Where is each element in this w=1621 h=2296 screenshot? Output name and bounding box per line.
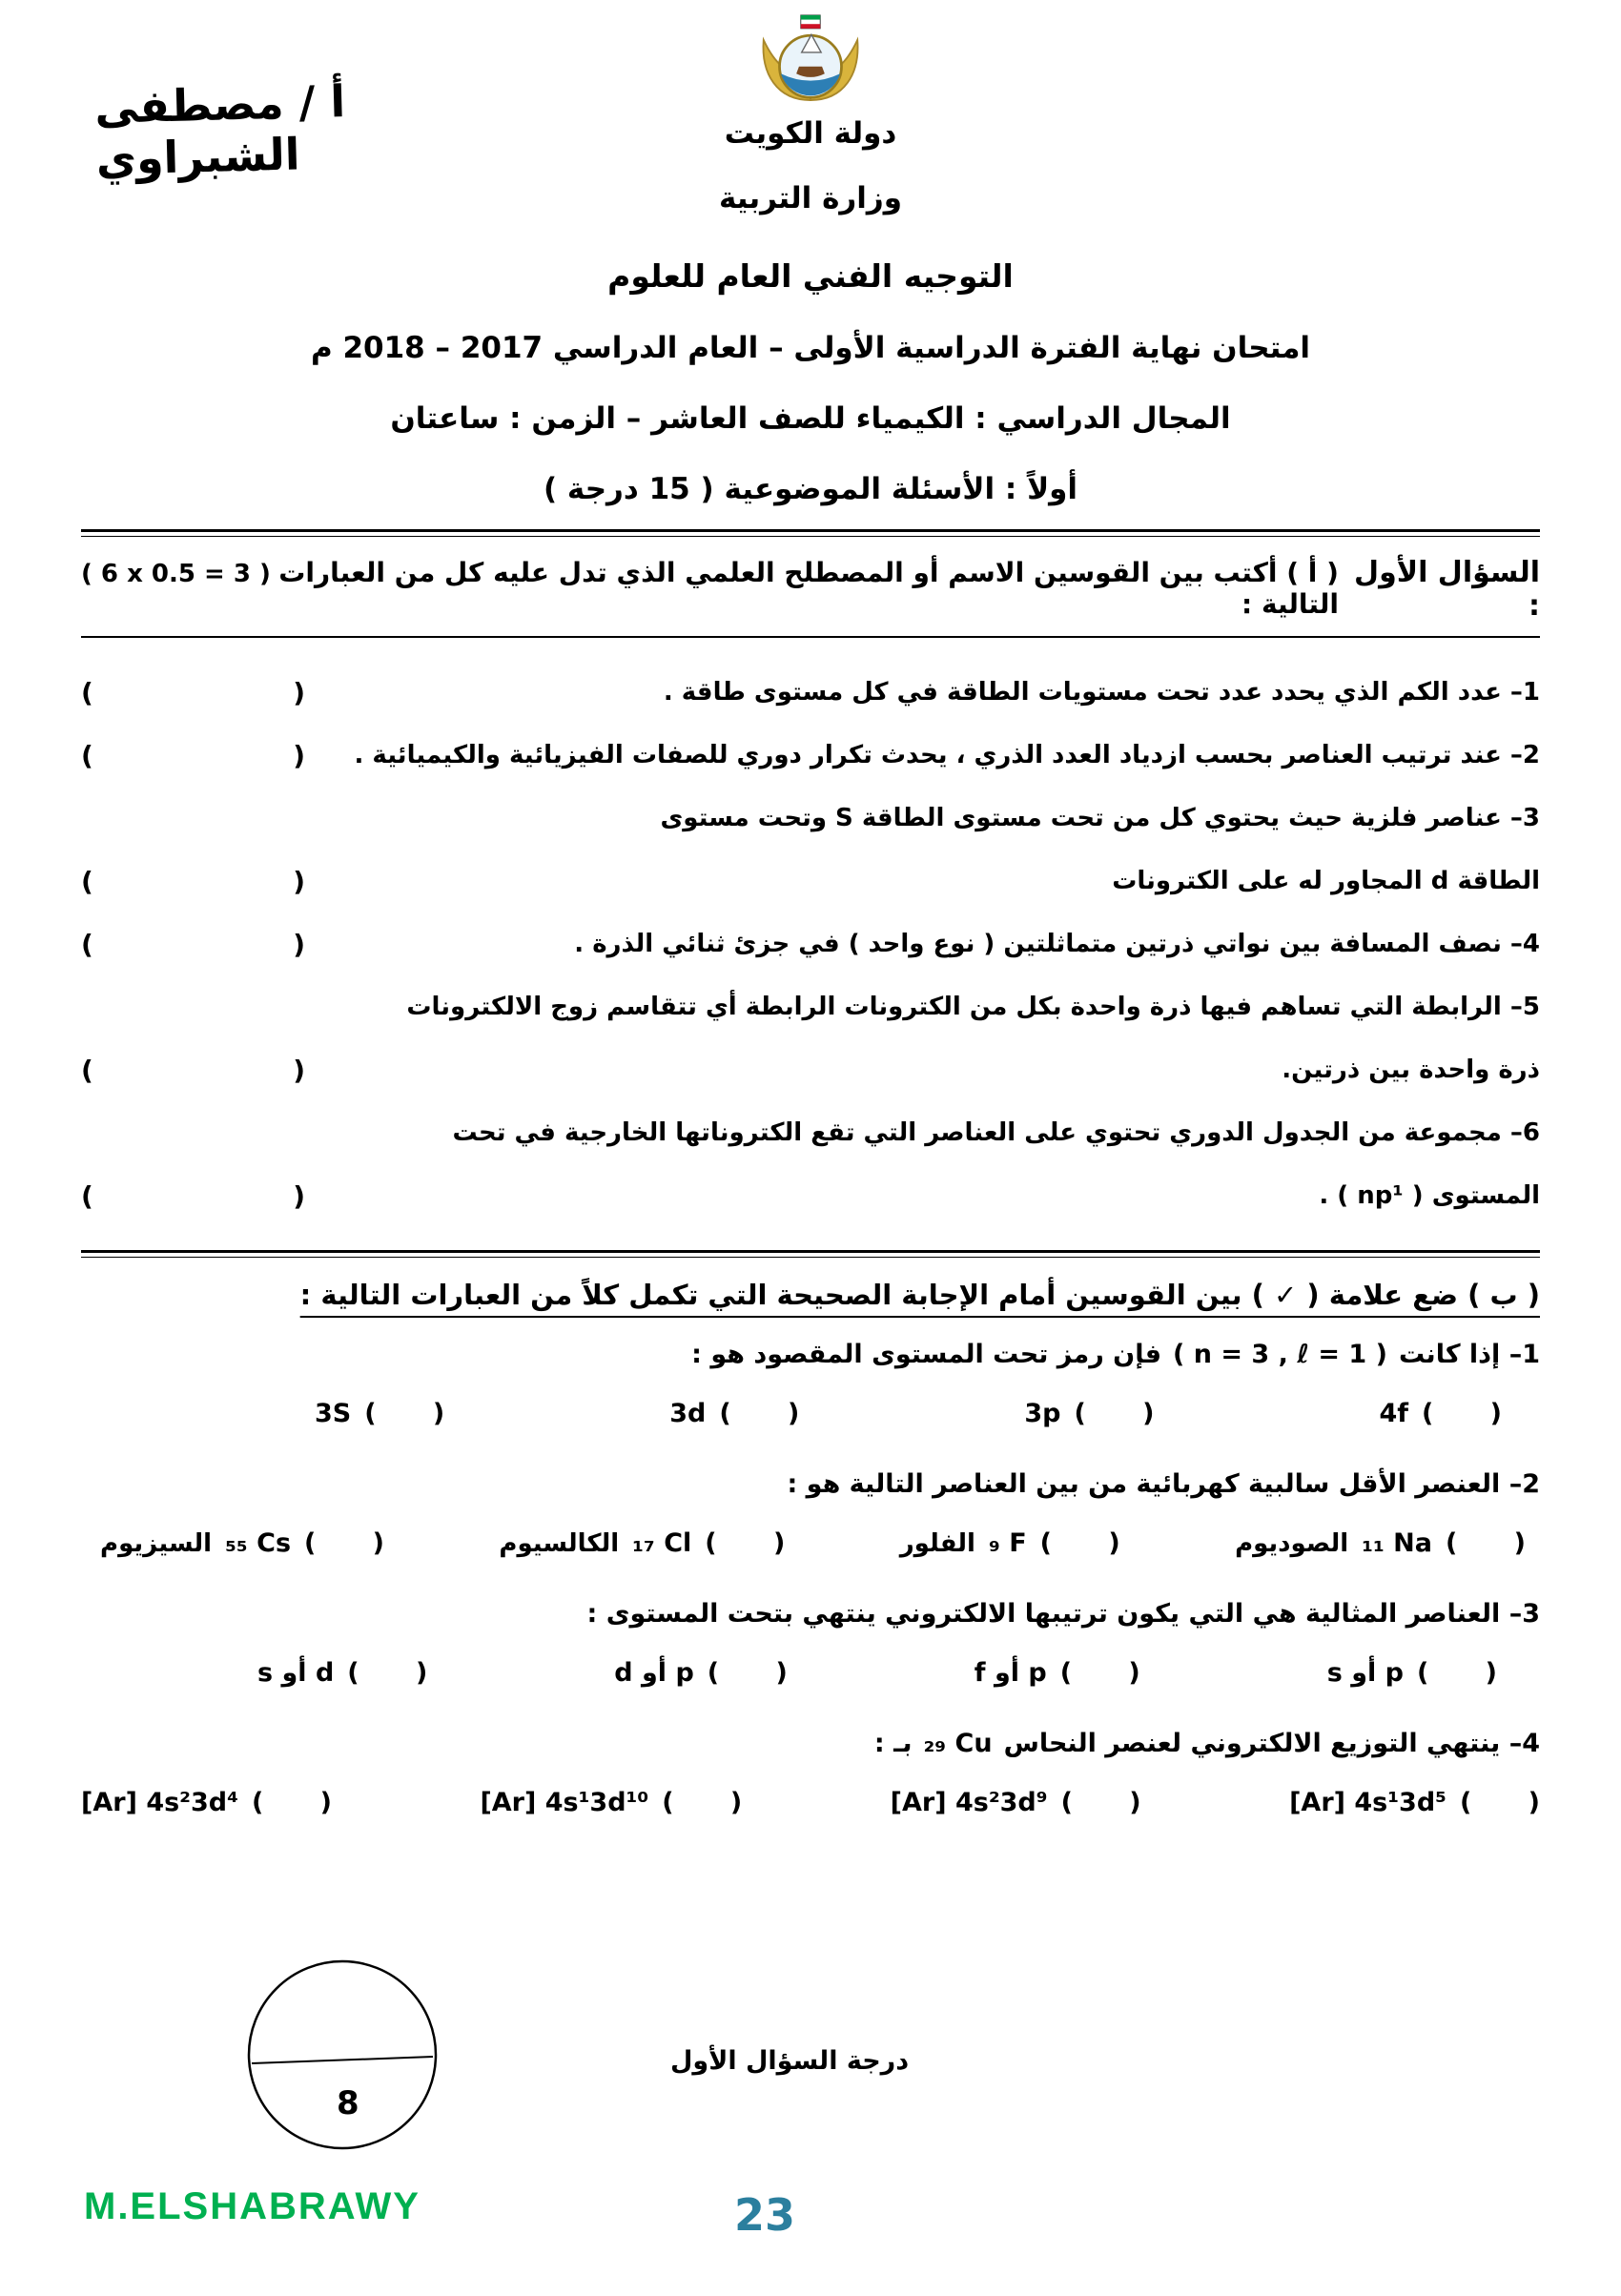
answer-parentheses[interactable]: ( ) <box>81 1179 305 1212</box>
option-label: [Ar] 4s²3d⁹ <box>890 1787 1048 1817</box>
header-section: أولاً : الأسئلة الموضوعية ( 15 درجة ) <box>543 472 1078 506</box>
question-math: ( n = 3 , ℓ = 1 ) <box>1173 1339 1387 1369</box>
answer-parentheses[interactable]: ( ) <box>81 1054 305 1086</box>
option-choice[interactable] <box>975 1658 1140 1688</box>
option-label: s أو d <box>257 1657 335 1688</box>
part-b <box>81 1279 1540 1830</box>
option-element-name: السيزيوم <box>100 1528 213 1558</box>
question-text-pre: 2– العنصر الأقل سالبية كهربائية من بين العناصر التالية هو : <box>787 1468 1540 1499</box>
option-element-symbol: ₅₅ Cs <box>225 1527 292 1558</box>
part-a-question-label: السؤال الأول : <box>1354 556 1540 623</box>
option-choice[interactable] <box>1024 1399 1154 1428</box>
option-choice[interactable] <box>480 1788 742 1817</box>
mcq-question <box>81 1330 1540 1441</box>
statement-line <box>81 850 1540 912</box>
teacher-name: أ / مصطفى الشبراوي <box>93 75 346 186</box>
option-label: s أو p <box>1326 1657 1404 1688</box>
question-math: ₂₉ Cu <box>923 1728 993 1758</box>
divider-rule-top <box>81 529 1540 537</box>
option-choice[interactable] <box>1379 1399 1502 1428</box>
statement-text: 2– عند ترتيب العناصر بحسب ازدياد العدد الذري ، يحدث تكرار دوري للصفات الفيزيائية والكيميائية . <box>354 740 1540 769</box>
part-b-instruction: ( ب ) ضع علامة ( ✓ ) بين القوسين أمام الإجابة الصحيحة التي تكمل كلاً من العبارات التالية : <box>299 1279 1540 1311</box>
score-label: درجة السؤال الأول <box>670 2046 910 2076</box>
statement-line <box>81 975 1540 1038</box>
option-parentheses[interactable]: ( ) <box>1074 1398 1155 1428</box>
option-choice[interactable] <box>614 1658 788 1688</box>
option-parentheses[interactable]: ( ) <box>251 1787 332 1817</box>
option-parentheses[interactable]: ( ) <box>1422 1398 1502 1428</box>
options-row <box>81 1385 1540 1441</box>
divider-rule-middle <box>81 1250 1540 1258</box>
option-label: 3S <box>315 1398 352 1428</box>
question-text <box>81 1330 1540 1378</box>
part-a-instruction: ( أ ) أكتب بين القوسين الاسم أو المصطلح العلمي الذي تدل عليه كل من العبارات التالية : <box>278 557 1339 620</box>
header-department: التوجيه الفني العام للعلوم <box>607 257 1014 295</box>
option-element-name: الكالسيوم <box>499 1528 620 1558</box>
part-a-header <box>81 537 1540 638</box>
mcq-question <box>81 1460 1540 1570</box>
options-row <box>81 1515 1540 1570</box>
option-parentheses[interactable]: ( ) <box>1060 1787 1141 1817</box>
answer-parentheses[interactable]: ( ) <box>81 676 305 708</box>
option-parentheses[interactable]: ( ) <box>1039 1527 1120 1558</box>
option-choice[interactable] <box>669 1399 799 1428</box>
option-parentheses[interactable]: ( ) <box>1446 1527 1526 1558</box>
option-parentheses[interactable]: ( ) <box>707 1657 788 1688</box>
option-parentheses[interactable]: ( ) <box>662 1787 743 1817</box>
option-parentheses[interactable]: ( ) <box>705 1527 786 1558</box>
statement-line <box>81 1038 1540 1101</box>
option-choice[interactable] <box>499 1528 785 1558</box>
option-choice[interactable] <box>81 1788 332 1817</box>
option-element-name: الصوديوم <box>1235 1528 1349 1558</box>
signature: M.ELSHABRAWY <box>84 2185 421 2227</box>
option-choice[interactable] <box>100 1528 384 1558</box>
kuwait-emblem-icon <box>749 10 872 122</box>
option-parentheses[interactable]: ( ) <box>304 1527 385 1558</box>
statement-line <box>81 724 1540 787</box>
part-a-score: ( 6 x 0.5 = 3 ) <box>81 560 271 588</box>
header-ministry: وزارة التربية <box>719 181 902 215</box>
question-text-pre: 3– العناصر المثالية هي التي يكون ترتيبها الالكتروني ينتهي بتحت المستوى : <box>586 1598 1540 1629</box>
statement-line <box>81 661 1540 724</box>
question-text-post: فإن رمز تحت المستوى المقصود هو : <box>691 1339 1162 1369</box>
part-a <box>81 537 1540 1227</box>
header-exam-title: امتحان نهاية الفترة الدراسية الأولى – العام الدراسي 2017 – 2018 م <box>310 331 1311 365</box>
question-text-pre: 4– ينتهي التوزيع الالكتروني لعنصر النحاس <box>1003 1728 1540 1758</box>
question-text <box>81 1460 1540 1507</box>
option-parentheses[interactable]: ( ) <box>347 1657 428 1688</box>
option-label: [Ar] 4s²3d⁴ <box>81 1787 238 1817</box>
option-parentheses[interactable]: ( ) <box>1059 1657 1140 1688</box>
option-parentheses[interactable]: ( ) <box>1460 1787 1540 1817</box>
question-text <box>81 1589 1540 1637</box>
statement-text: 3– عناصر فلزية حيث يحتوي كل من تحت مستوى الطاقة S وتحت مستوى <box>660 803 1540 832</box>
statement-text: المستوى ( np¹ ) . <box>1319 1180 1540 1210</box>
question-text-post: بـ : <box>873 1728 913 1758</box>
score-value: 8 <box>337 2084 359 2122</box>
option-label: 3p <box>1024 1398 1061 1428</box>
option-choice[interactable] <box>257 1658 427 1688</box>
statement-line <box>81 1164 1540 1227</box>
page-number: 23 <box>734 2189 796 2241</box>
statement-line <box>81 1101 1540 1164</box>
option-element-name: الفلور <box>899 1528 975 1558</box>
option-label: 3d <box>669 1398 707 1428</box>
header-country: دولة الكويت <box>724 116 897 151</box>
statement-text: 4– نصف المسافة بين نواتي ذرتين متماثلتين ( نوع واحد ) في جزئ ثنائي الذرة . <box>574 929 1540 958</box>
option-parentheses[interactable]: ( ) <box>1417 1657 1497 1688</box>
header-subject: المجال الدراسي : الكيمياء للصف العاشر – الزمن : ساعتان <box>390 401 1231 436</box>
part-a-items <box>81 661 1540 1227</box>
part-b-questions <box>81 1330 1540 1830</box>
option-parentheses[interactable]: ( ) <box>719 1398 800 1428</box>
option-choice[interactable] <box>1289 1788 1540 1817</box>
option-element-symbol: ₁₇ Cl <box>632 1527 692 1558</box>
option-parentheses[interactable]: ( ) <box>364 1398 445 1428</box>
score-circle <box>244 1957 441 2157</box>
question-text-pre: 1– إذا كانت <box>1398 1339 1540 1369</box>
answer-parentheses[interactable]: ( ) <box>81 865 305 897</box>
statement-text: الطاقة d المجاور له على الكترونات <box>1112 866 1540 895</box>
statement-text: 5– الرابطة التي تساهم فيها ذرة واحدة بكل من الكترونات الرابطة أي تتقاسم زوج الالكترونات <box>406 992 1540 1021</box>
options-row <box>81 1645 1540 1700</box>
option-element-symbol: ₉ F <box>988 1527 1027 1558</box>
statement-line <box>81 787 1540 850</box>
statement-text: 6– مجموعة من الجدول الدوري تحتوي على العناصر التي تقع الكتروناتها الخارجية في تحت <box>452 1117 1540 1147</box>
option-label: [Ar] 4s¹3d¹⁰ <box>480 1787 649 1817</box>
statement-line <box>81 912 1540 975</box>
mcq-question <box>81 1589 1540 1700</box>
option-choice[interactable] <box>891 1788 1141 1817</box>
statement-text: 1– عدد الكم الذي يحدد عدد تحت مستويات الطاقة في كل مستوى طاقة . <box>663 677 1540 707</box>
answer-parentheses[interactable]: ( ) <box>81 928 305 960</box>
option-label: d أو p <box>614 1657 694 1688</box>
option-label: f أو p <box>974 1657 1047 1688</box>
question-text <box>81 1719 1540 1767</box>
option-choice[interactable] <box>1235 1528 1526 1558</box>
mcq-question <box>81 1719 1540 1830</box>
answer-parentheses[interactable]: ( ) <box>81 739 305 771</box>
options-row <box>81 1774 1540 1830</box>
option-element-symbol: ₁₁ Na <box>1362 1527 1432 1558</box>
option-choice[interactable] <box>900 1528 1120 1558</box>
option-choice[interactable] <box>1327 1658 1497 1688</box>
statement-text: ذرة واحدة بين ذرتين. <box>1282 1055 1540 1084</box>
option-label: [Ar] 4s¹3d⁵ <box>1289 1787 1447 1817</box>
option-label: 4f <box>1379 1398 1408 1428</box>
option-choice[interactable] <box>315 1399 444 1428</box>
